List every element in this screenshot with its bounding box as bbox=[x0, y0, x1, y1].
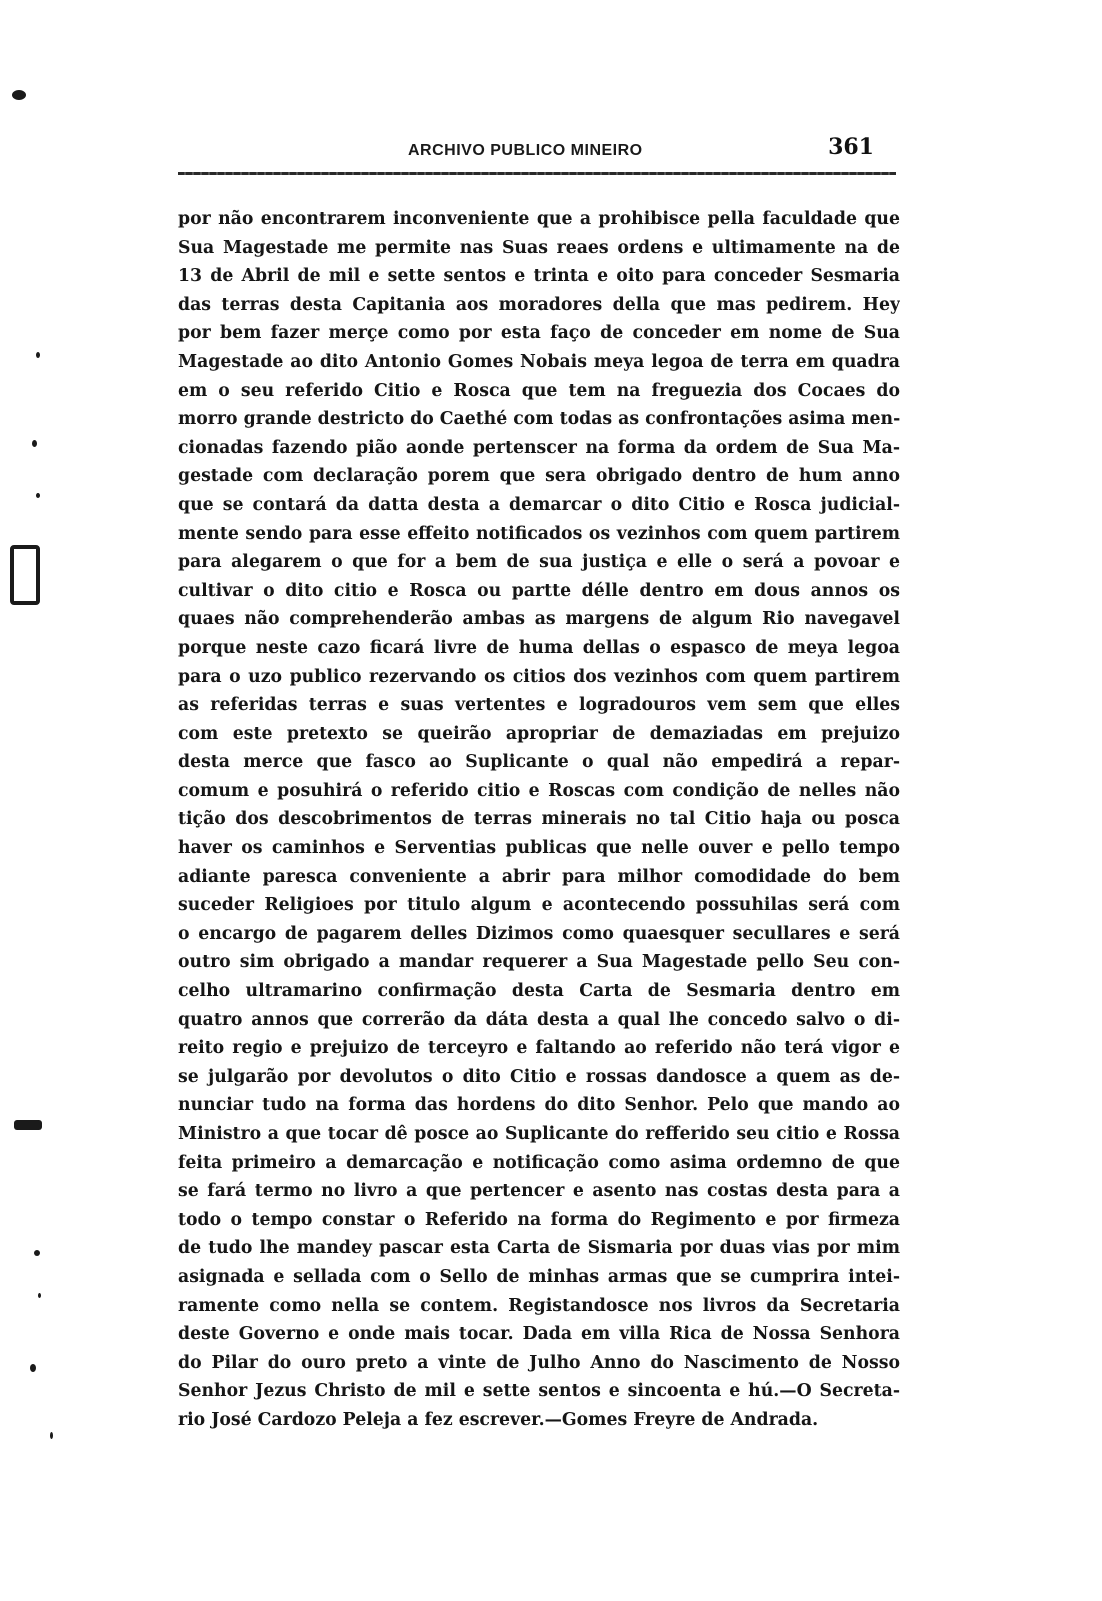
text-line: mente sendo para esse effeito notificados os vezinhos com quem partirem bbox=[178, 523, 900, 544]
text-line: quatro annos que correrão da dáta desta a qual lhe concedo salvo o di- bbox=[178, 1009, 900, 1030]
text-line: suceder Religioes por titulo algum e acontecendo possuhilas será com bbox=[178, 895, 900, 916]
text-line: haver os caminhos e Serventias publicas que nelle ouver e pello tempo bbox=[178, 838, 900, 859]
text-line: com este pretexto se queirão apropriar de demaziadas em prejuizo bbox=[178, 723, 900, 744]
text-line: cultivar o dito citio e Rosca ou partte délle dentro em dous annos os bbox=[178, 580, 900, 601]
text-line: para alegarem o que for a bem de sua justiça e elle o será a povoar e bbox=[178, 552, 900, 573]
text-line: adiante paresca conveniente a abrir para milhor comodidade do bem bbox=[178, 866, 900, 887]
text-line: Senhor Jezus Christo de mil e sette sentos e sincoenta e hú.—O Secreta- bbox=[178, 1381, 900, 1402]
text-line: asignada e sellada com o Sello de minhas armas que se cumprira intei- bbox=[178, 1266, 900, 1287]
text-line: comum e posuhirá o referido citio e Roscas com condição de nelles não bbox=[178, 780, 900, 801]
text-line: Sua Magestade me permite nas Suas reaes ordens e ultimamente na de bbox=[178, 237, 900, 258]
text-line: se fará termo no livro a que pertencer e asento nas costas desta para a bbox=[178, 1181, 900, 1202]
text-line: por não encontrarem inconveniente que a prohibisce pella faculdade que bbox=[178, 209, 900, 229]
text-line: desta merce que fasco ao Suplicante o qual não empedirá a repar- bbox=[178, 752, 900, 773]
text-line: 13 de Abril de mil e sette sentos e trinta e oito para conceder Sesmaria bbox=[178, 266, 900, 287]
text-line: celho ultramarino confirmação desta Carta de Sesmaria dentro em bbox=[178, 981, 900, 1002]
text-line: porque neste cazo ficará livre de huma dellas o espasco de meya legoa bbox=[178, 637, 900, 658]
text-line: Ministro a que tocar dê posce ao Suplicante do refferido seu citio e Rossa bbox=[178, 1124, 900, 1144]
text-line: rio José Cardozo Peleja a fez escrever.—Gomes Freyre de Andrada. bbox=[178, 1409, 819, 1430]
body-text bbox=[178, 205, 900, 1435]
text-line: morro grande destricto do Caethé com todas as confrontações asima men- bbox=[178, 409, 900, 430]
text-line: em o seu referido Citio e Rosca que tem na freguezia dos Cocaes do bbox=[178, 380, 900, 401]
text-line: outro sim obrigado a mandar requerer a Sua Magestade pello Seu con- bbox=[178, 952, 900, 973]
text-line: quaes não comprehenderão ambas as margens de algum Rio navegavel bbox=[178, 609, 900, 630]
text-line: as referidas terras e suas vertentes e logradouros vem sem que elles bbox=[178, 695, 900, 716]
text-line: feita primeiro a demarcação e notificação como asima ordemno de que bbox=[178, 1152, 900, 1173]
page-number: 361 bbox=[828, 134, 874, 160]
text-line: reito regio e prejuizo de terceyro e faltando ao referido não terá vigor e bbox=[178, 1038, 900, 1059]
text-line: ramente como nella se contem. Registandosce nos livros da Secretaria bbox=[178, 1295, 900, 1316]
text-line: deste Governo e onde mais tocar. Dada em villa Rica de Nossa Senhora bbox=[178, 1324, 900, 1345]
header-rule bbox=[178, 172, 896, 175]
text-line: gestade com declaração porem que sera obrigado dentro de hum anno bbox=[178, 466, 900, 487]
text-line: das terras desta Capitania aos moradores della que mas pedirem. Hey bbox=[178, 294, 900, 315]
text-line: Magestade ao dito Antonio Gomes Nobais meya legoa de terra em quadra bbox=[178, 351, 900, 372]
page-header bbox=[178, 128, 894, 168]
text-line: tição dos descobrimentos de terras minerais no tal Citio haja ou posca bbox=[178, 809, 900, 830]
text-line: do Pilar do ouro preto a vinte de Julho Anno do Nascimento de Nosso bbox=[178, 1352, 900, 1373]
text-line: para o uzo publico rezervando os citios dos vezinhos com quem partirem bbox=[178, 666, 900, 687]
text-line: de tudo lhe mandey pascar esta Carta de Sismaria por duas vias por mim bbox=[178, 1238, 900, 1259]
running-title: ARCHIVO PUBLICO MINEIRO bbox=[408, 142, 643, 159]
text-line: se julgarão por devolutos o dito Citio e rossas dandosce a quem as de- bbox=[178, 1066, 900, 1087]
text-line: por bem fazer merçe como por esta faço de conceder em nome de Sua bbox=[178, 323, 900, 344]
text-line: cionadas fazendo pião aonde pertenscer na forma da ordem de Sua Ma- bbox=[178, 437, 900, 458]
text-line: todo o tempo constar o Referido na forma do Regimento e por firmeza bbox=[178, 1209, 900, 1230]
text-line: o encargo de pagarem delles Dizimos como quaesquer secullares e será bbox=[178, 923, 900, 944]
text-line: que se contará da datta desta a demarcar o dito Citio e Rosca judicial- bbox=[178, 494, 900, 515]
text-line: nunciar tudo na forma das hordens do dito Senhor. Pelo que mando ao bbox=[178, 1095, 900, 1116]
